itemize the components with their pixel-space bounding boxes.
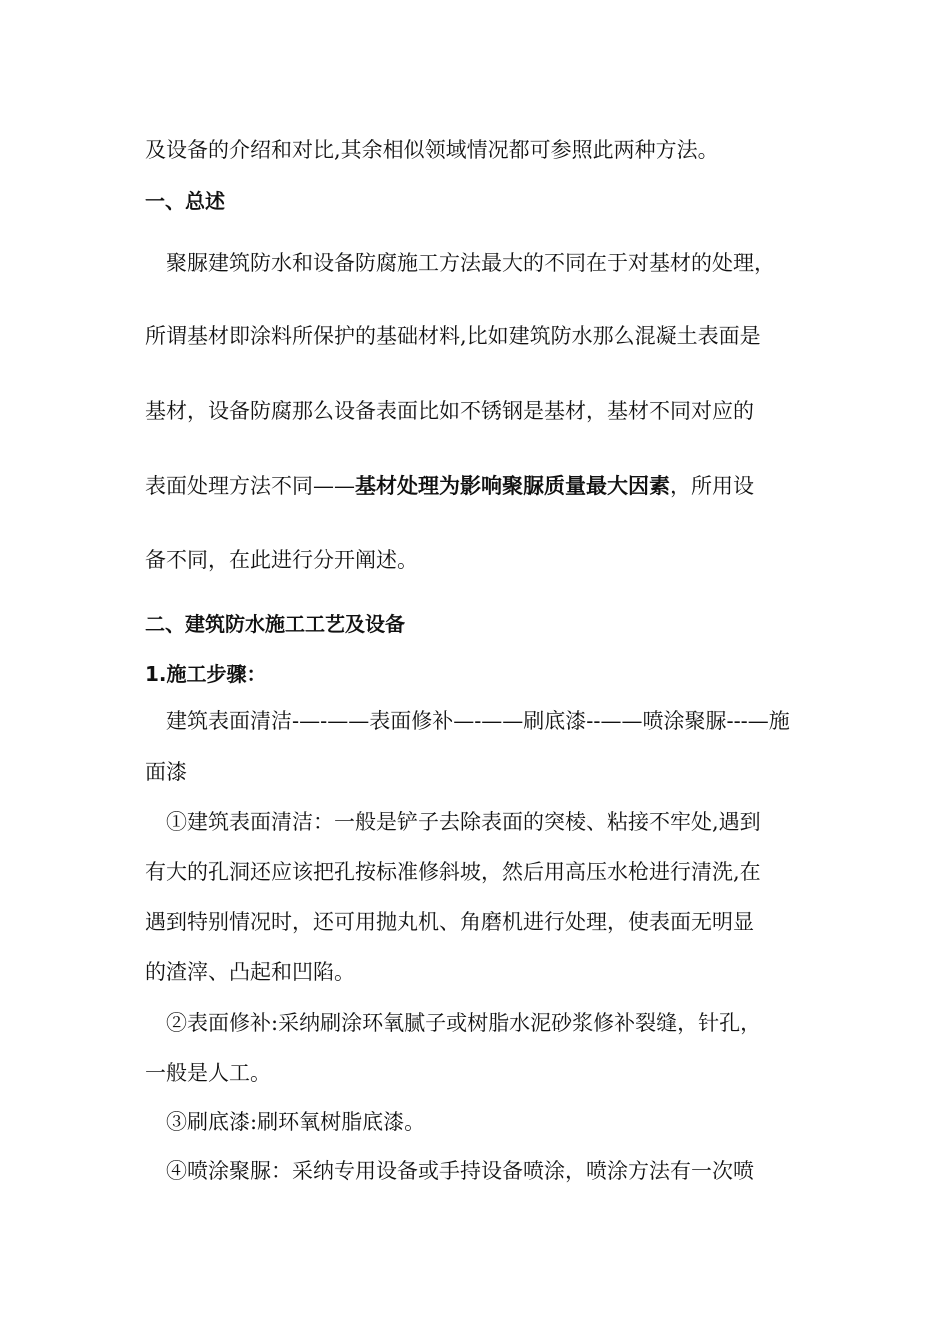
step4-line1: ④喷涂聚脲：采纳专用设备或手持设备喷涂，喷涂方法有一次喷: [166, 1159, 754, 1183]
step1-line1: ①建筑表面清洁：一般是铲子去除表面的突棱、粘接不牢处,遇到: [166, 810, 761, 834]
key-factor-emphasis: 基材处理为影响聚脲质量最大因素: [355, 474, 670, 498]
section1-p1-line3: 基材，设备防腐那么设备表面比如不锈钢是基材，基材不同对应的: [145, 399, 754, 423]
section1-p1-line1: 聚脲建筑防水和设备防腐施工方法最大的不同在于对基材的处理，: [166, 251, 775, 275]
section1-p1-line4: [145, 476, 754, 497]
step1-line4: 的渣滓、凸起和凹陷。: [145, 960, 355, 984]
section1-p1-line2: 所谓基材即涂料所保护的基础材料,比如建筑防水那么混凝土表面是: [145, 324, 761, 348]
section1-p1-line4-pre: 表面处理方法不同——: [145, 474, 355, 498]
step2-line2: 一般是人工。: [145, 1061, 271, 1085]
intro-line: 及设备的介绍和对比,其余相似领域情况都可参照此两种方法。: [145, 138, 719, 162]
step3-line1: ③刷底漆:刷环氧树脂底漆。: [166, 1110, 426, 1134]
section1-p1-line5: 备不同，在此进行分开阐述。: [145, 548, 418, 572]
flow-line1: 建筑表面清洁-—-——表面修补—-——刷底漆--——喷涂聚脲---—施: [166, 709, 790, 733]
step1-line3: 遇到特别情况时，还可用抛丸机、角磨机进行处理，使表面无明显: [145, 910, 754, 934]
section2-heading: 二、建筑防水施工工艺及设备: [145, 612, 405, 636]
subsection1-heading: 1.施工步骤：: [145, 662, 267, 686]
section1-heading: 一、总述: [145, 189, 225, 213]
section1-p1-line4-post: ，所用设: [670, 474, 754, 498]
flow-line2: 面漆: [145, 760, 187, 784]
step2-line1: ②表面修补:采纳刷涂环氧腻子或树脂水泥砂浆修补裂缝，针孔，: [166, 1011, 762, 1035]
step1-line2: 有大的孔洞还应该把孔按标准修斜坡，然后用高压水枪进行清洗,在: [145, 860, 761, 884]
